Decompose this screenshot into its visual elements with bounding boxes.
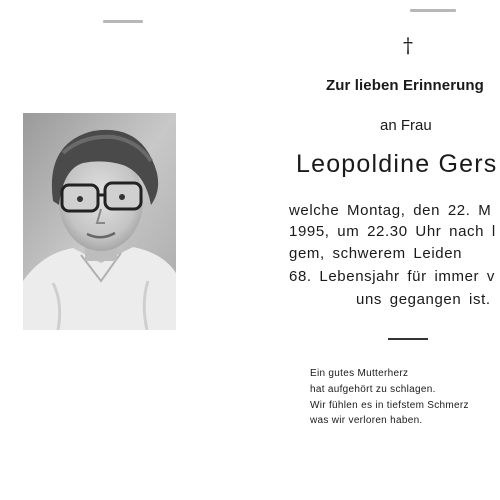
body-line: uns gegangen ist. <box>356 291 491 308</box>
cross-icon: † <box>403 33 413 57</box>
body-line: 68. Lebensjahr für immer v <box>289 268 496 285</box>
deceased-name: Leopoldine Gers <box>296 150 498 178</box>
portrait-photo <box>23 113 176 330</box>
verse-line: was wir verloren haben. <box>310 415 423 426</box>
section-divider <box>388 338 428 340</box>
card-top-mark-right <box>410 9 456 12</box>
verse-line: Wir fühlen es in tiefstem Schmerz <box>310 400 469 411</box>
card-heading: Zur lieben Erinnerung <box>326 77 484 94</box>
body-line: 1995, um 22.30 Uhr nach l <box>289 223 496 240</box>
card-top-mark-left <box>103 20 143 23</box>
body-line: welche Montag, den 22. M <box>289 202 492 219</box>
body-line: gem, schwerem Leiden <box>289 245 463 262</box>
salutation: an Frau <box>380 117 432 134</box>
verse-line: Ein gutes Mutterherz <box>310 368 409 379</box>
verse-line: hat aufgehört zu schlagen. <box>310 384 436 395</box>
